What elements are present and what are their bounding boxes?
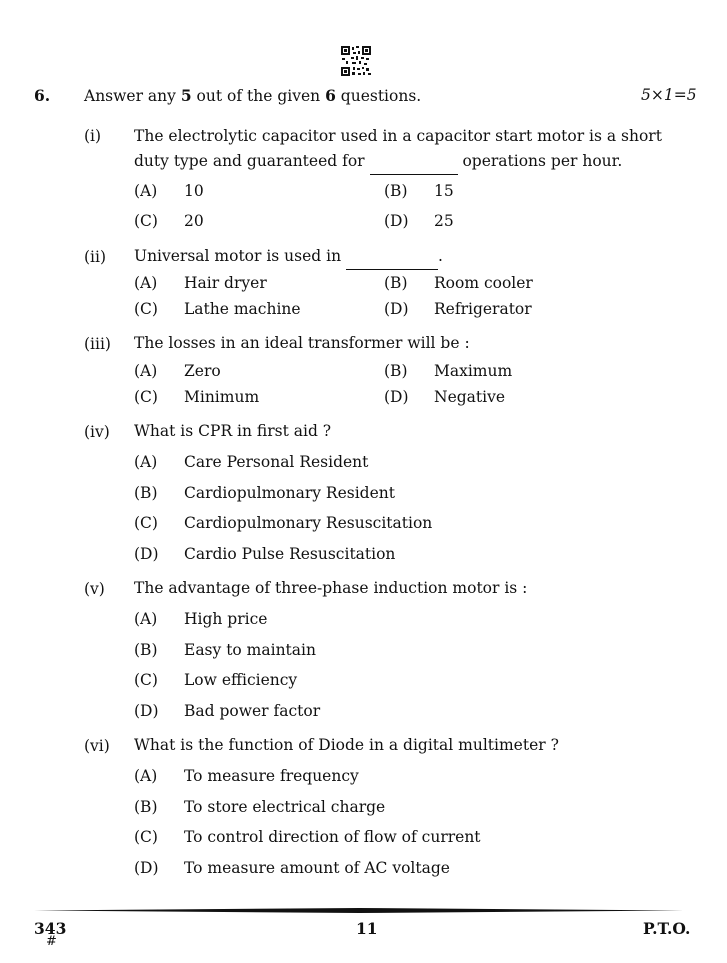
- option-text: Room cooler: [434, 274, 533, 292]
- subquestion-number: (v): [84, 580, 105, 598]
- option-text: Cardiopulmonary Resident: [184, 484, 395, 502]
- option-text: Hair dryer: [184, 274, 267, 292]
- subquestion-number: (iv): [84, 423, 110, 441]
- option-letter: (D): [384, 212, 409, 230]
- option-letter: (A): [134, 610, 158, 628]
- option-letter: (A): [134, 453, 158, 471]
- option-text: Lathe machine: [184, 300, 301, 318]
- option-letter: (B): [384, 362, 408, 380]
- option-letter: (B): [134, 484, 158, 502]
- subquestion-number: (ii): [84, 248, 107, 266]
- option-text: Zero: [184, 362, 221, 380]
- page-number: 11: [356, 919, 378, 938]
- option-text: Minimum: [184, 388, 260, 406]
- option-letter: (C): [134, 388, 158, 406]
- option-text: Negative: [434, 388, 506, 406]
- option-text: To measure amount of AC voltage: [184, 859, 450, 877]
- qr-code-icon: [341, 46, 371, 76]
- option-text: Maximum: [434, 362, 513, 380]
- option-letter: (A): [134, 362, 158, 380]
- subquestion-stem: The electrolytic capacitor used in a capacitor start motor is a short duty type and guaranteed for operations per hour.: [134, 124, 674, 175]
- option-letter: (C): [134, 671, 158, 689]
- option-letter: (A): [134, 274, 158, 292]
- option-text: Easy to maintain: [184, 641, 316, 659]
- subquestion-number: (vi): [84, 737, 110, 755]
- option-letter: (B): [384, 274, 408, 292]
- option-letter: (A): [134, 767, 158, 785]
- subquestion-number: (i): [84, 127, 102, 145]
- option-text: To measure frequency: [184, 767, 359, 785]
- subquestion-stem: What is CPR in first aid ?: [134, 422, 332, 440]
- subquestion-stem: Universal motor is used in .: [134, 244, 674, 270]
- option-letter: (C): [134, 212, 158, 230]
- subquestion-stem: The losses in an ideal transformer will be :: [134, 334, 470, 352]
- subquestion-number: (iii): [84, 335, 111, 353]
- option-letter: (B): [134, 798, 158, 816]
- subquestion-stem: What is the function of Diode in a digital multimeter ?: [134, 736, 559, 754]
- paper-code: 343: [34, 919, 67, 938]
- option-text: Refrigerator: [434, 300, 532, 318]
- option-letter: (C): [134, 514, 158, 532]
- option-letter: (D): [384, 300, 409, 318]
- footer-rule: [34, 908, 684, 913]
- option-text: Cardiopulmonary Resuscitation: [184, 514, 433, 532]
- marks-allocation: 5×1=5: [641, 86, 697, 104]
- option-letter: (C): [134, 828, 158, 846]
- option-letter: (B): [384, 182, 408, 200]
- option-text: To store electrical charge: [184, 798, 386, 816]
- question-instruction: Answer any 5 out of the given 6 questions.: [84, 86, 422, 105]
- option-letter: (A): [134, 182, 158, 200]
- subquestion-stem: The advantage of three-phase induction motor is :: [134, 579, 528, 597]
- option-text: Bad power factor: [184, 702, 321, 720]
- option-text: Care Personal Resident: [184, 453, 369, 471]
- pto-label: P.T.O.: [643, 919, 691, 938]
- option-text: High price: [184, 610, 268, 628]
- option-text: To control direction of flow of current: [184, 828, 481, 846]
- option-letter: (D): [134, 545, 159, 563]
- option-letter: (D): [134, 702, 159, 720]
- footer-hash: #: [46, 934, 57, 949]
- option-text: 15: [434, 182, 454, 200]
- option-letter: (B): [134, 641, 158, 659]
- option-letter: (D): [134, 859, 159, 877]
- option-text: 20: [184, 212, 204, 230]
- option-letter: (D): [384, 388, 409, 406]
- question-number: 6.: [34, 86, 51, 105]
- option-letter: (C): [134, 300, 158, 318]
- option-text: 25: [434, 212, 454, 230]
- option-text: 10: [184, 182, 204, 200]
- option-text: Low efficiency: [184, 671, 298, 689]
- option-text: Cardio Pulse Resuscitation: [184, 545, 396, 563]
